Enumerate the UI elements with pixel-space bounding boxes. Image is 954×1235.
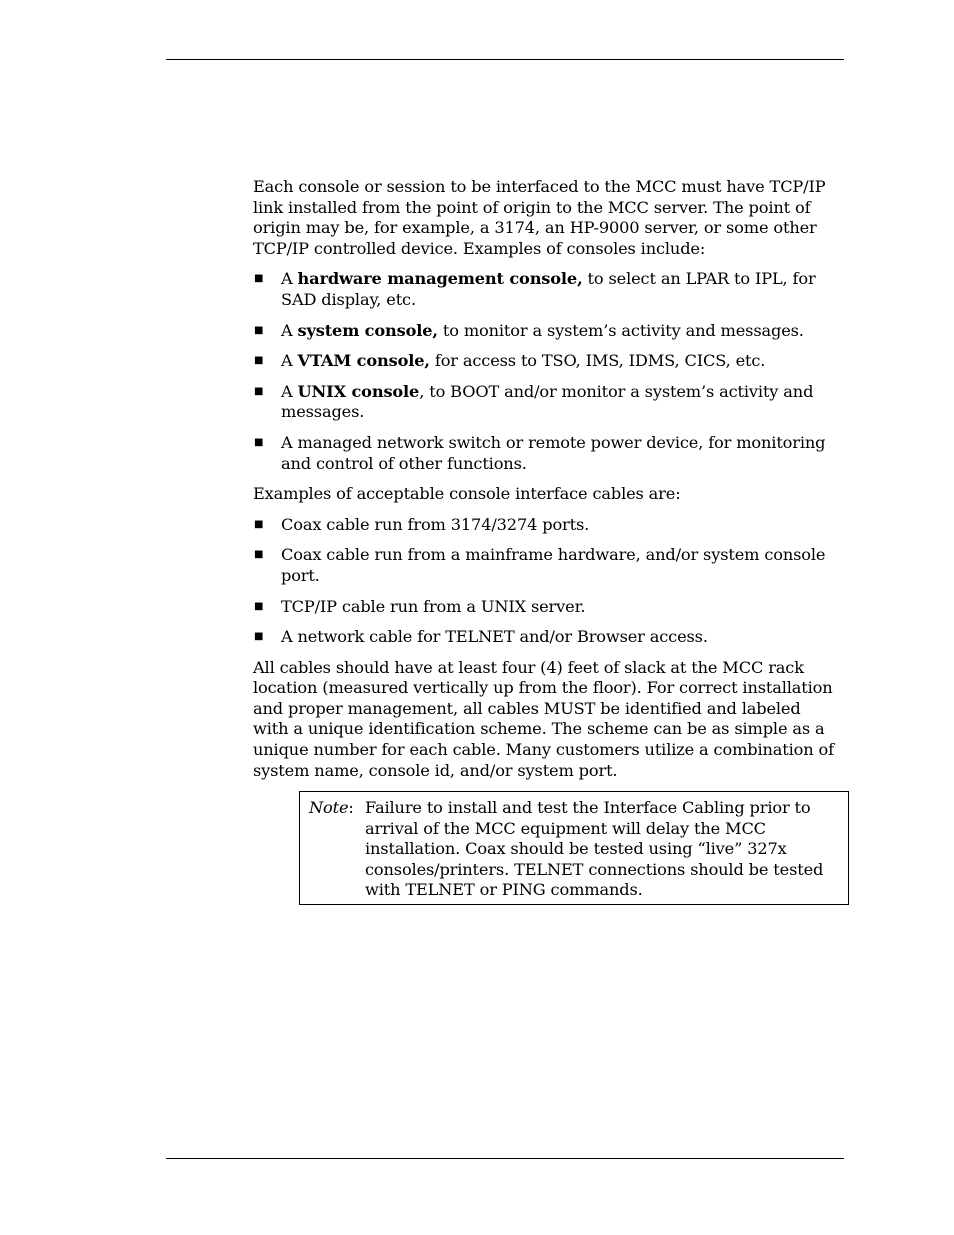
cable-list (253, 515, 838, 648)
bullet-icon: ■ (254, 273, 264, 285)
header-rule (166, 59, 844, 60)
slack-paragraph: All cables should have at least four (4) feet of slack at the MCC rack location (measured vertically up from the floor). For correct installation and proper management, all cables MUST be identified and labeled with a unique identification scheme. The scheme can be as simple as a unique number for each cable. Many customers utilize a combination of system name, console id, and/or system port. (253, 657, 834, 780)
bullet-icon: ■ (254, 355, 264, 367)
footer-rule (166, 1158, 844, 1159)
list-item: ■ A network cable for TELNET and/or Browser access. (254, 627, 708, 647)
bullet-icon: ■ (254, 600, 264, 612)
cables-intro: Examples of acceptable console interface cables are: (253, 484, 681, 504)
list-item: ■ A UNIX console, to BOOT and/or monitor a system’s activity and messages. (254, 381, 814, 422)
bullet-icon: ■ (254, 549, 264, 561)
note-box (299, 791, 849, 905)
console-list (253, 269, 838, 474)
note-text: Failure to install and test the Interface Cabling prior to arrival of the MCC equipment will delay the MCC installation. Coax should be tested using “live” 327x consoles/printers. TELNET connections should be tested with TELNET or PING commands. (365, 798, 824, 900)
list-item: ■ A managed network switch or remote power device, for monitoring and control of other functions. (254, 432, 826, 473)
bullet-icon: ■ (254, 385, 264, 397)
list-item: ■ Coax cable run from a mainframe hardware, and/or system console port. (254, 545, 826, 585)
list-item: ■ A system console, to monitor a system’s activity and messages. (254, 320, 804, 340)
bullet-icon: ■ (254, 518, 264, 530)
list-item: ■ Coax cable run from 3174/3274 ports. (254, 514, 590, 534)
note-label: Note: (309, 798, 354, 817)
list-item: ■ A hardware management console, to select an LPAR to IPL, for SAD display, etc. (254, 269, 816, 309)
intro-paragraph: Each console or session to be interfaced to the MCC must have TCP/IP link installed from the point of origin to the MCC server. The point of origin may be, for example, a 3174, an HP-9000 server, or some other TCP/IP controlled device. Examples of consoles include: (253, 177, 826, 258)
bullet-icon: ■ (254, 436, 264, 448)
list-item: ■ TCP/IP cable run from a UNIX server. (254, 596, 586, 616)
bullet-icon: ■ (254, 631, 264, 643)
list-item: ■ A VTAM console, for access to TSO, IMS, IDMS, CICS, etc. (254, 351, 766, 371)
bullet-icon: ■ (254, 324, 264, 336)
document-body (253, 177, 838, 791)
